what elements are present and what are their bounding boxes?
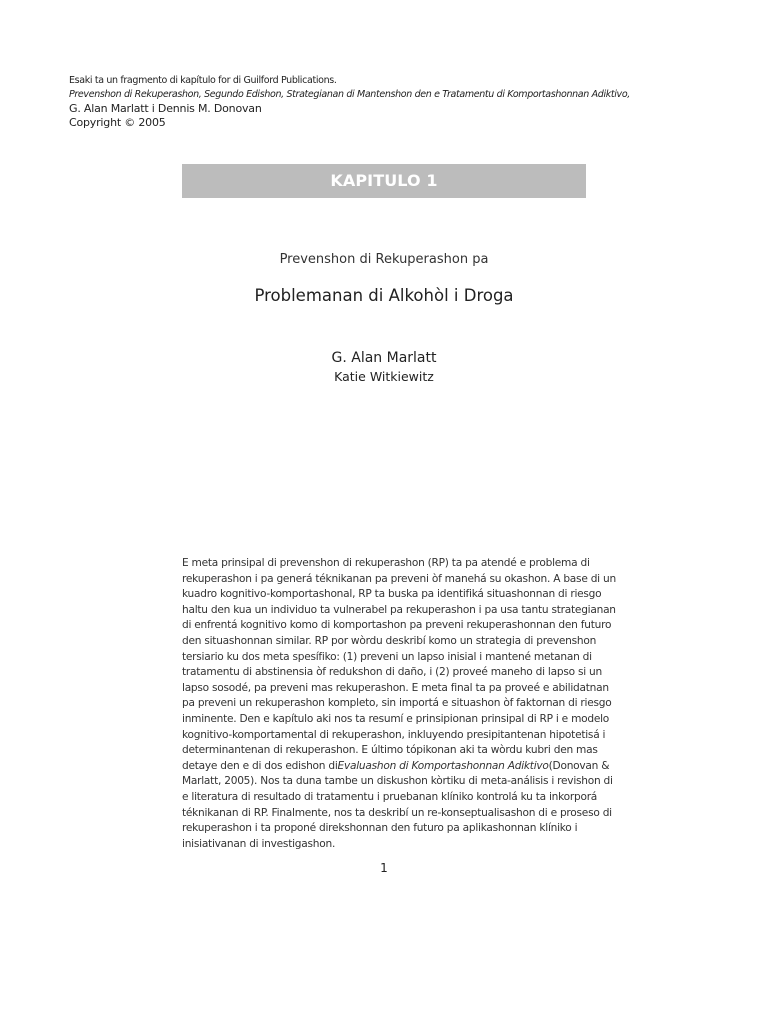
abstract-line: E meta prinsipal di prevenshon di rekuperashon (RP) ta pa atendé e problema di (182, 557, 590, 569)
page-number: 1 (380, 861, 388, 875)
chapter-subtitle: Prevenshon di Rekuperashon pa (279, 252, 489, 267)
abstract-line: tersiario ku dos meta spesífiko: (1) preveni un lapso inisial i mantené metanan di (182, 650, 592, 663)
chapter-title: Problemanan di Alkohòl i Droga (254, 286, 514, 305)
abstract-line: den situashonnan similar. RP por wòrdu deskribí komo un strategia di prevenshon (182, 634, 597, 647)
primary-author: G. Alan Marlatt (331, 350, 437, 366)
abstract-paragraph (182, 556, 616, 852)
cited-book-title: Evaluashon di Komportashonnan Adiktivo (337, 759, 549, 772)
abstract-line: Marlatt, 2005). Nos ta duna tambe un diskushon kòrtiku di meta-análisis i revishon di (182, 775, 613, 788)
chapter-banner: KAPITULO 1 (182, 164, 586, 198)
excerpt-notice: Esaki ta un fragmento di kapítulo for di Guilford Publications. (69, 75, 337, 86)
abstract-line: pa preveni un rekuperashon kompleto, sin importá e situashon òf faktornan di riesgo (182, 697, 612, 710)
abstract-line: kuadro kognitivo-komportashonal, RP ta buska pa identifiká situashonnan di riesgo (182, 588, 602, 601)
book-title-citation: Prevenshon di Rekuperashon, Segundo Edishon, Strategianan di Mantenshon den e Tratamentu di Komportashonnan Adiktivo, (69, 89, 630, 100)
abstract-line: inminente. Den e kapítulo aki nos ta resumí e prinsipionan prinsipal di RP i e modelo (182, 712, 610, 725)
abstract-line: haltu den kua un individuo ta vulnerabel pa rekuperashon i pa usa tantu strategianan (182, 603, 616, 616)
citation-lead-text: detaye den e di dos edishon di (182, 759, 338, 772)
abstract-line: lapso sosodé, pa preveni mas rekuperashon. E meta final ta pa proveé e abilidatnan (182, 681, 609, 694)
publication-header (69, 74, 709, 130)
abstract-line: tratamentu di abstinensia òf redukshon di daño, i (2) proveé maneho di lapso si un (182, 666, 602, 679)
abstract-line: téknikanan di RP. Finalmente, nos ta deskribí un re-konseptualisashon di e proseso di (182, 806, 612, 819)
abstract-line: e literatura di resultado di tratamentu i pruebanan klíniko kontrolá ku ta inkorporá (182, 790, 598, 803)
abstract-line: rekuperashon i pa generá téknikanan pa preveni òf manehá su okashon. A base di un (182, 572, 616, 585)
abstract-line: determinantenan di rekuperashon. E último tópikonan aki ta wòrdu kubri den mas (182, 744, 598, 757)
secondary-author: Katie Witkiewitz (334, 369, 434, 384)
abstract-line: rekuperashon i ta proponé direkshonnan den futuro pa aplikashonnan klíniko i (182, 822, 578, 835)
abstract-line: di enfrentá kognitivo komo di komportashon pa preveni rekuperashonnan den futuro (182, 619, 612, 632)
abstract-line-with-citation (182, 759, 610, 775)
copyright-notice: Copyright © 2005 (69, 116, 166, 129)
abstract-line: inisiativanan di investigashon. (182, 837, 336, 850)
citation-authors: (Donovan & (548, 759, 610, 772)
abstract-line: kognitivo-komportamental di rekuperashon, inkluyendo presipitantenan hipotetisá i (182, 728, 606, 741)
book-authors: G. Alan Marlatt i Dennis M. Donovan (69, 102, 262, 115)
